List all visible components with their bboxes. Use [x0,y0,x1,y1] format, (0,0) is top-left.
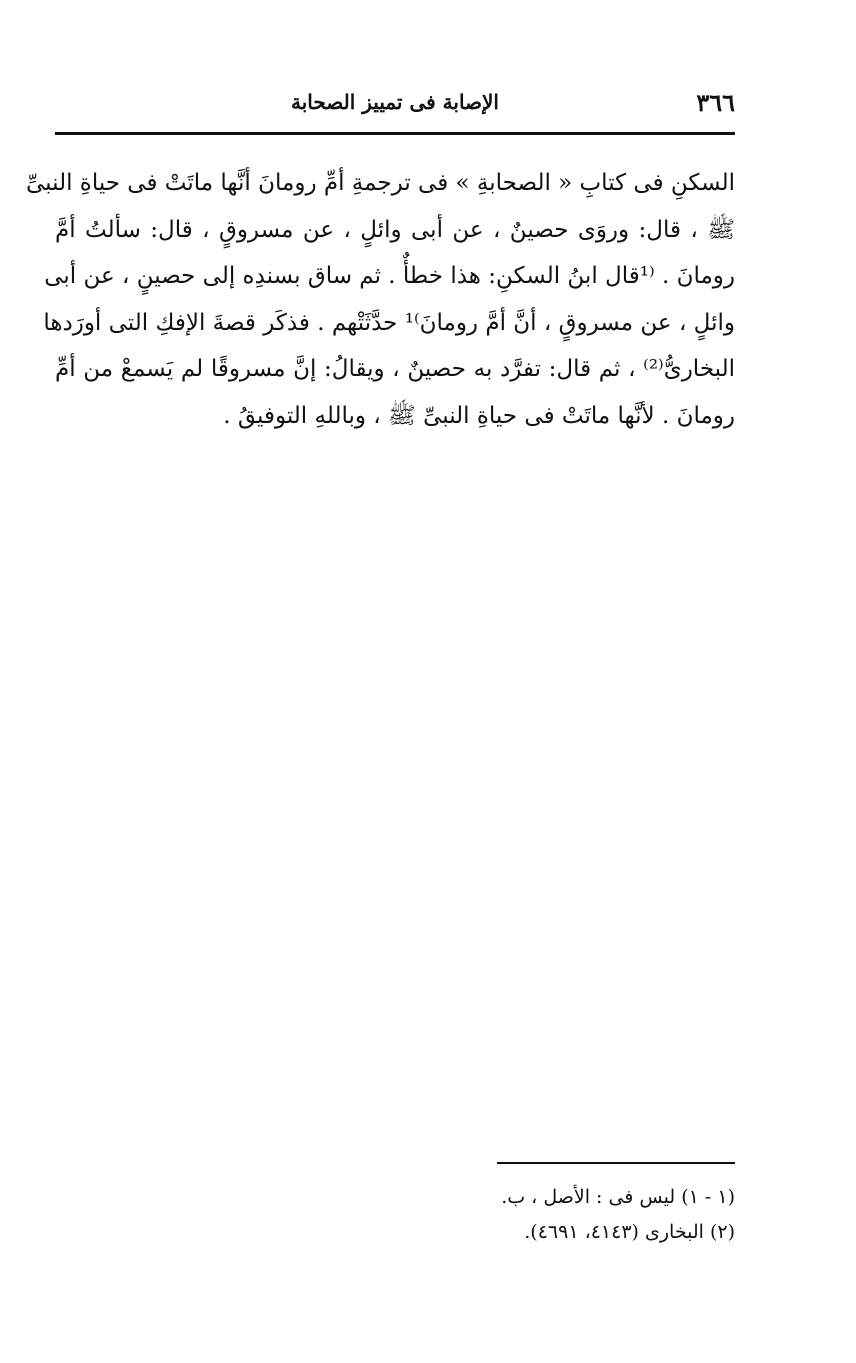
body-line: وائلٍ ، عن مسروقٍ ، أنَّ أمَّ رومانَ⁾¹ حدَّثَتْهم . فذكَر قصةَ الإفكِ التى أورَدها [43,309,735,336]
footnote-rule [497,1162,735,1164]
footnote: (١ - ١) ليس فى : الأصل ، ب. [501,1186,735,1208]
body-paragraph [26,160,735,439]
page-header [55,82,735,122]
body-line: ﷺ ، قال: وروَى حصينٌ ، عن أبى وائلٍ ، عن مسروقٍ ، قال: سألتُ أمَّ [55,216,735,243]
running-title: الإصابة فى تمييز الصحابة [291,90,499,114]
header-rule [55,132,735,135]
body-line: البخارىُّ⁽²⁾ ، ثم قال: تفرَّد به حصينٌ ، ويقالُ: إنَّ مسروقًا لم يَسمعْ من أمِّ [55,356,735,382]
body-line: رومانَ . ⁽¹قال ابنُ السكنِ: هذا خطأٌ . ثم ساق بسندِه إلى حصينٍ ، عن أبى [44,263,735,289]
body-line: السكنِ فى كتابِ « الصحابةِ » فى ترجمةِ أمِّ رومانَ أنَّها ماتَتْ فى حياةِ النبىِّ [26,170,735,196]
page-number: ٣٦٦ [696,88,735,117]
footnotes [135,1180,735,1250]
footnote: (٢) البخارى (٤١٤٣، ٤٦٩١). [524,1221,735,1243]
body-line: رومانَ . لأنَّها ماتَتْ فى حياةِ النبىِّ ﷺ ، وباللهِ التوفيقُ . [223,402,735,429]
